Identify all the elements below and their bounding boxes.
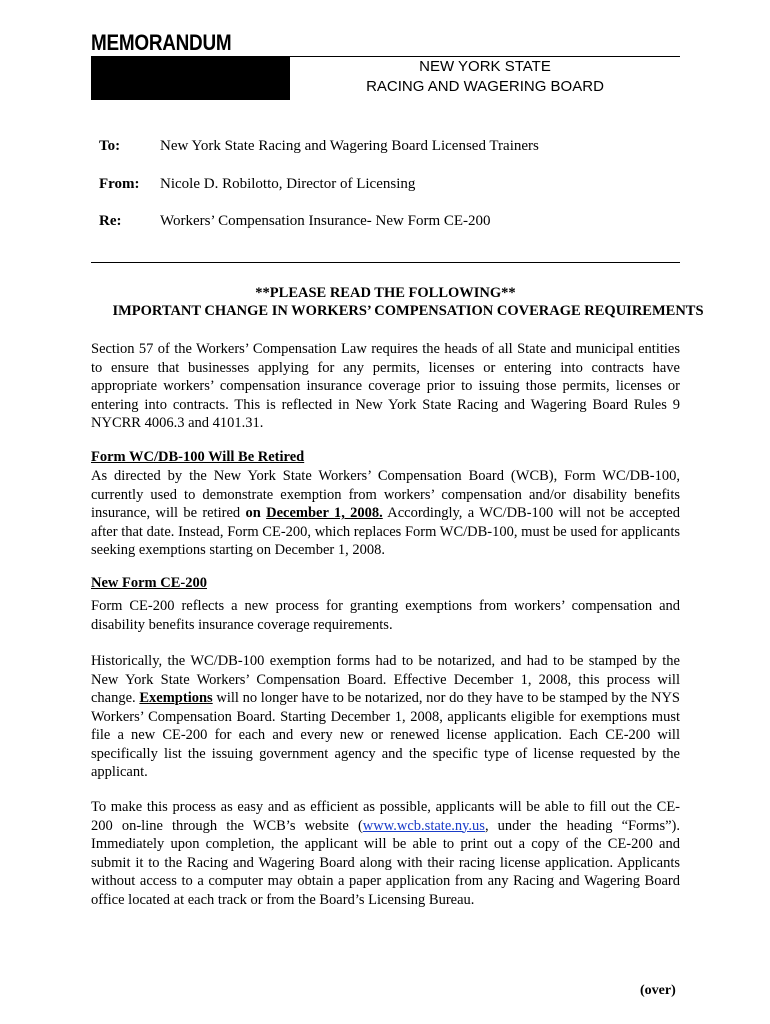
notice-banner-line2: IMPORTANT CHANGE IN WORKERS’ COMPENSATION COVERAGE REQUIREMENTS xyxy=(112,303,704,319)
re-label: Re: xyxy=(99,213,122,229)
notice-banner-line1: **PLEASE READ THE FOLLOWING** xyxy=(255,285,516,301)
header-divider xyxy=(91,262,680,263)
agency-name-line1: NEW YORK STATE xyxy=(419,58,551,75)
from-value: Nicole D. Robilotto, Director of Licensing xyxy=(160,176,416,192)
memo-title: MEMORANDUM xyxy=(91,30,232,55)
re-value: Workers’ Compensation Insurance- New Form CE-200 xyxy=(160,213,491,229)
retired-text-b: Accordingly, a WC/DB-100 will not be accepted after that date. Instead, Form CE-200, which replaces Form WC/DB-100, must be used for applicants seeking exemptions starting on December 1, 2008. xyxy=(91,505,680,558)
process-text-a: To make this process as easy and as efficient as possible, applicants will be able to fill out the CE-200 on-line through the WCB’s website ( xyxy=(91,799,680,834)
to-value: New York State Racing and Wagering Board Licensed Trainers xyxy=(160,138,539,154)
retired-text-a: As directed by the New York State Workers’ Compensation Board (WCB), Form WC/DB-100, currently used to demonstrate exemption from workers’ compensation and/or disability benefits insurance, will be retired xyxy=(91,468,680,521)
wcb-website-link[interactable]: www.wcb.state.ny.us xyxy=(362,817,485,834)
to-label: To: xyxy=(99,138,121,154)
history-paragraph xyxy=(91,652,680,782)
redaction-block xyxy=(91,57,290,100)
from-label: From: xyxy=(99,176,140,192)
retired-paragraph xyxy=(91,467,680,560)
retirement-date: December 1, 2008. xyxy=(266,505,383,521)
retired-heading: Form WC/DB-100 Will Be Retired xyxy=(91,449,305,465)
process-text-b: , under the heading “Forms”). Immediately upon completion, the applicant will be able to print out a copy of the CE-200 and submit it to the Racing and Wagering Board along with their racing license application. Applicants without access to a computer may obtain a paper application from any Racing and Wagering Board office located at each track or from the Board’s Licensing Bureau. xyxy=(91,817,680,908)
retired-on-word: on xyxy=(245,505,267,521)
new-form-paragraph: Form CE-200 reflects a new process for granting exemptions from workers’ compensation and disability benefits insurance coverage requirements. xyxy=(91,598,680,633)
history-text-a: Historically, the WC/DB-100 exemption forms had to be notarized, and had to be stamped by the New York State Workers’ Compensation Board. Effective December 1, 2008, this process will change. xyxy=(91,653,680,706)
new-form-heading: New Form CE-200 xyxy=(91,575,207,591)
intro-paragraph: Section 57 of the Workers’ Compensation Law requires the heads of all State and municipal entities to ensure that businesses applying for any permits, licenses or entering into contracts have appropriate workers’ compensation insurance coverage prior to issuing those permits, licenses or entering into contracts. This is reflected in New York State Racing and Wagering Board Rules 9 NYCRR 4006.3 and 4101.31. xyxy=(91,341,680,431)
over-note: (over) xyxy=(640,983,676,998)
agency-name-line2: RACING AND WAGERING BOARD xyxy=(366,78,604,95)
process-paragraph xyxy=(91,798,680,909)
history-text-b: will no longer have to be notarized, nor do they have to be stamped by the NYS Workers’ Compensation Board. Starting December 1, 2008, applicants eligible for exemptions must file a new CE-200 for each and every new or renewed license application. Each CE-200 will specifically list the issuing government agency and the specific type of license requested by the applicant. xyxy=(91,690,680,780)
exemptions-emphasis: Exemptions xyxy=(139,690,213,706)
